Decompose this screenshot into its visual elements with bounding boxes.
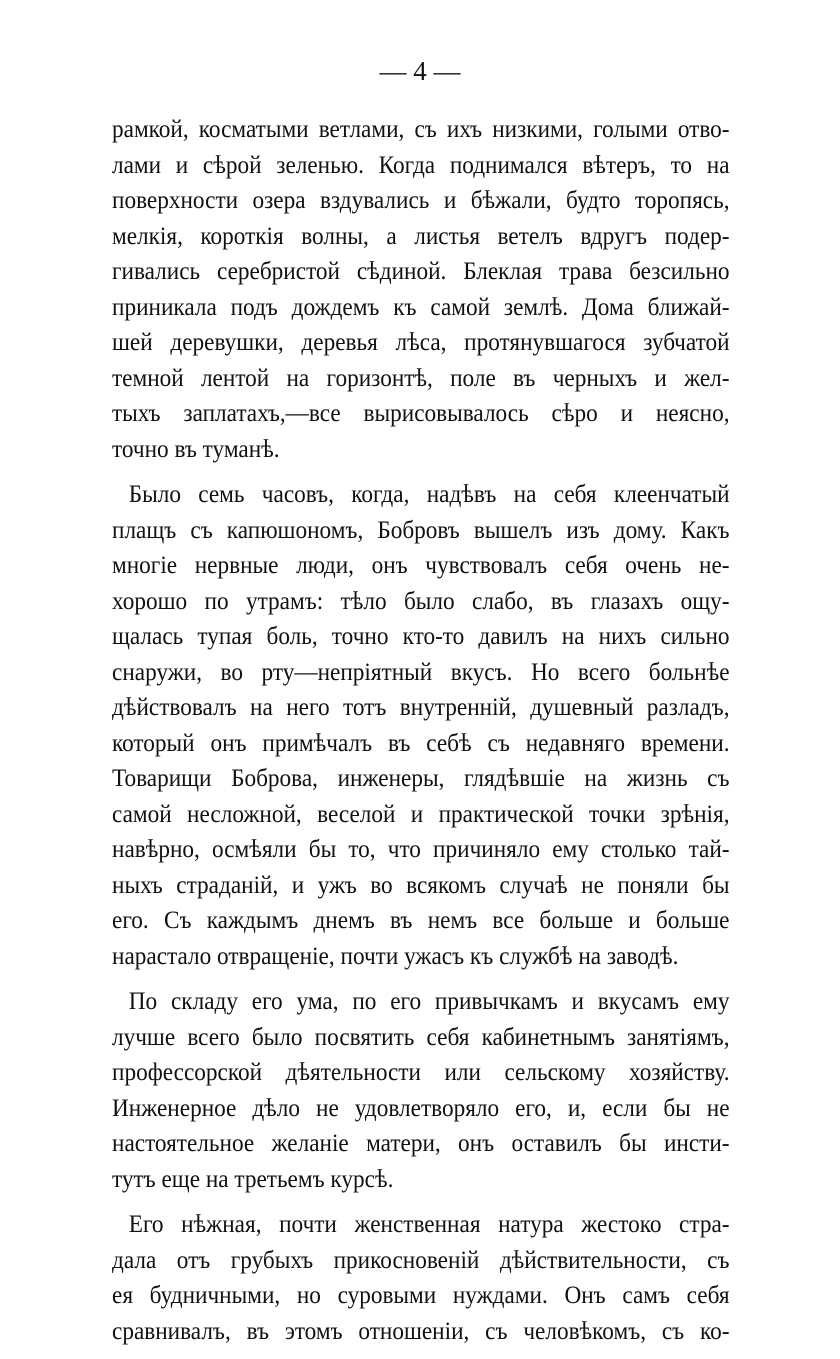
text-line: профессорской дѣятельности или сельскому хозяйству. (112, 1059, 730, 1086)
text-line: гивались серебристой сѣдиной. Блеклая трава безсильно (112, 258, 730, 285)
text-line: ныхъ страданій, и ужъ во всякомъ случаѣ не поняли бы (112, 871, 730, 899)
text-line: самой несложной, веселой и практической точки зрѣнія, (112, 800, 730, 828)
paragraph-2 (112, 477, 730, 974)
text-line: Его нѣжная, почти женственная натура жестоко стра- (128, 1211, 730, 1238)
paragraph-1 (112, 112, 730, 467)
text-line: шей деревушки, деревья лѣса, протянувшагося зубчатой (112, 329, 730, 356)
text-line: темной лентой на горизонтѣ, поле въ черныхъ и жел- (112, 364, 730, 392)
text-line: плащъ съ капюшономъ, Бобровъ вышелъ изъ дому. Какъ (112, 516, 730, 544)
text-line: лами и сѣрой зеленью. Когда поднимался вѣтеръ, то на (112, 151, 730, 179)
text-line: тутъ еще на третьемъ курсѣ. (112, 1165, 394, 1193)
text-line: настоятельное желаніе матери, онъ оставилъ бы инсти- (112, 1130, 730, 1157)
text-line: тыхъ заплатахъ,—все вырисовывалось сѣро и неясно, (112, 400, 730, 427)
text-line: ея будничными, но суровыми нуждами. Онъ самъ себя (112, 1282, 730, 1309)
text-line: точно въ туманѣ. (112, 435, 280, 463)
text-line: По складу его ума, по его привычкамъ и вкусамъ ему (128, 988, 730, 1015)
body-text (112, 112, 730, 1359)
text-line: приникала подъ дождемъ къ самой землѣ. Дома ближай- (112, 293, 730, 321)
text-line: сравнивалъ, въ этомъ отношеніи, съ человѣкомъ, съ ко- (112, 1317, 730, 1345)
text-line: хорошо по утрамъ: тѣло было слабо, въ глазахъ ощу- (112, 587, 730, 615)
text-line: Было семь часовъ, когда, надѣвъ на себя клеенчатый (128, 481, 730, 508)
text-line: навѣрно, осмѣяли бы то, что причиняло ему столько тай- (112, 836, 730, 863)
page-number: — 4 — (379, 56, 461, 86)
text-line: дала отъ грубыхъ прикосновеній дѣйствительности, съ (112, 1246, 730, 1274)
text-line: Товарищи Боброва, инженеры, глядѣвшіе на жизнь съ (112, 765, 730, 792)
paragraph-3 (112, 984, 730, 1197)
text-line: нарастало отвращеніе, почти ужасъ къ службѣ на заводѣ. (112, 942, 679, 970)
text-line: щалась тупая боль, точно кто-то давилъ на нихъ сильно (112, 623, 730, 650)
text-line: поверхности озера вздувались и бѣжали, будто торопясь, (112, 187, 730, 214)
text-line: его. Съ каждымъ днемъ въ немъ все больше и больше (112, 907, 730, 934)
text-line: дѣйствовалъ на него тотъ внутренній, душевный разладъ, (112, 694, 730, 721)
text-line: рамкой, косматыми ветлами, съ ихъ низкими, голыми отво- (112, 116, 730, 143)
text-line: многіе нервные люди, онъ чувствовалъ себя очень не- (112, 552, 730, 579)
text-line: лучше всего было посвятить себя кабинетнымъ занятіямъ, (112, 1023, 730, 1051)
text-line: Инженерное дѣло не удовлетворяло его, и, если бы не (112, 1094, 730, 1122)
text-line: мелкія, короткія волны, а листья ветелъ вдругъ подер- (112, 222, 730, 250)
text-line: который онъ примѣчалъ въ себѣ съ недавняго времени. (112, 729, 730, 757)
text-line: снаружи, во рту—непріятный вкусъ. Но всего больнѣе (112, 658, 730, 686)
paragraph-4 (112, 1207, 730, 1349)
